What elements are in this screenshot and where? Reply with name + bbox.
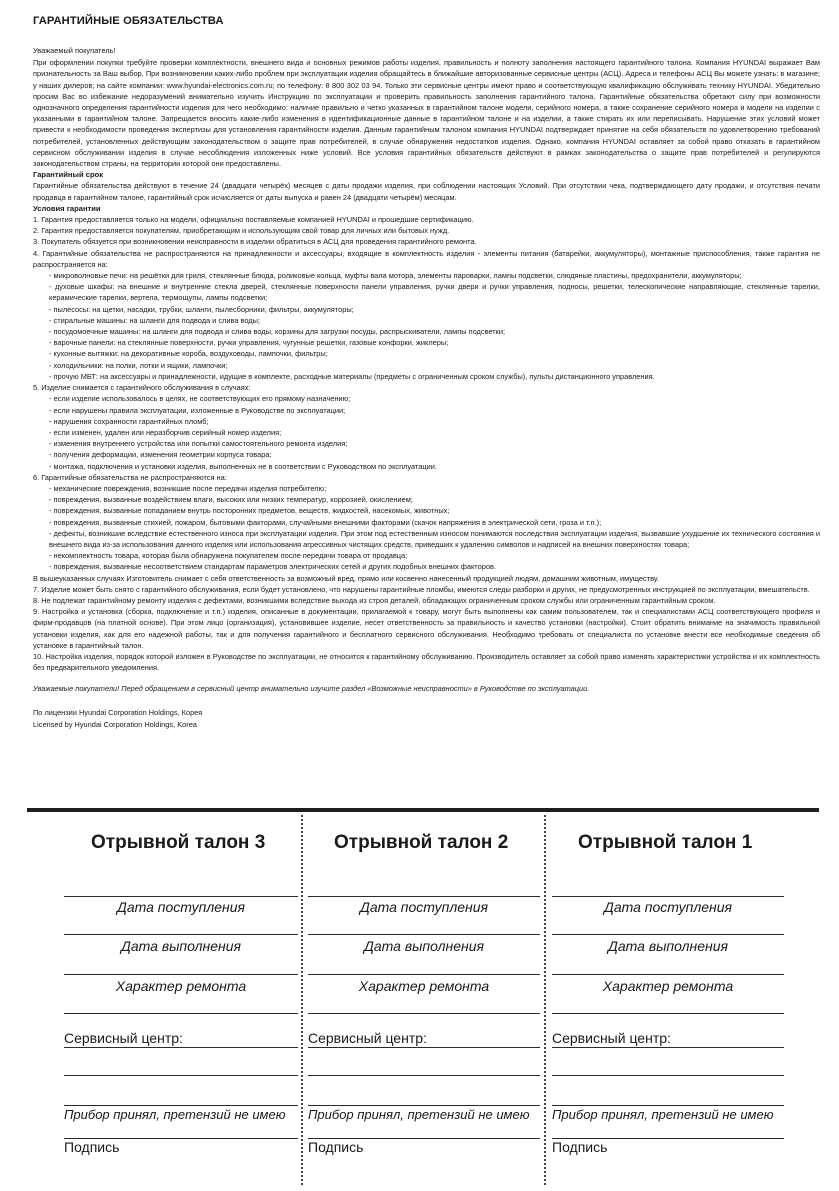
list-item: - духовые шкафы: на внешние и внутренние стекла дверей, стеклянные поверхности панели управления, ручки двери и ручки управления, подносы, решетки, телескопические направляющие, стеклянные тарелки, керамические тарелки, вертела, термощупы, лампы подсветки; — [49, 282, 820, 303]
license-block — [33, 707, 820, 730]
list-item: - микроволновые печи: на решётки для гриля, стеклянные блюда, роликовые кольца, муфты вала мотора, элементы пароварки, лампы подсветки, слюдяные пластины, предохранители, аккумуляторы; — [49, 271, 742, 281]
greeting: Уважаемый покупатель! — [33, 46, 116, 55]
accepted-label: Прибор принял, претензий не имею — [308, 1107, 530, 1122]
field-received-label: Дата поступления — [116, 899, 246, 915]
service-center-label: Сервисный центр: — [308, 1030, 427, 1046]
intro-paragraph: При оформлении покупки требуйте проверки комплектности, внешнего вида и основных режимов работы изделия, правильность и полноту заполнения настоящего гарантийного талона. Компания HYUNDAI выражает Вам признательность за Ваш выбор. При возникновении каких-либо проблем при эксплуатации изделия обращайтесь в ближайшие авторизованные сервисные центры (АСЦ). Адреса и телефоны АСЦ Вы можете узнать: в магазине; у наших дилеров; на сайте компании: www.hyundai-electronics.com.ru; по телефону: 8 800 302 03 94. Только эти сервисные центры имеют право и соответствующую квалификацию обслуживать технику HYUNDAI. Убедительно просим Вас во избежание недоразумений внимательно изучить Инструкцию по эксплуатации и проверить правильность заполнения гарантийного талона. Гарантийные обязательства обретают силу при возможности однозначного определения гарантийности изделия для чего необходимо: наличие правильно и четко указанных в гарантийном талоне модели, серийного номера, а также сохранение серийного номера и модели на изделии с указанными в гарантийном талоне. Запрещается вносить какие-либо изменения в идентификационные данные в гарантийном талоне и на изделии, а также стирать их или переписывать. Нарушение этих условий может привести к необходимости проведения экспертизы для установления гарантийности изделия. Данным гарантийным талоном компания HYUNDAI подтверждает принятие на себя обязательств по удовлетворению требований потребителей, установленных действующим законодательством о защите прав потребителей, в случае обнаружения недостатков изделия. Однако, компания HYUNDAI оставляет за собой право отказать в гарантийном сервисном обслуживании изделия в случае несоблюдения изложенных ниже условий. Все условия гарантийных обязательств действуют в рамках законодательства о защите прав потребителей и регулируются законодательством страны, на территории которой они предоставлены. — [33, 58, 820, 169]
list-item: - повреждения, вызванные воздействием влаги, высоких или низких температур, коррозией, окислением; — [49, 495, 413, 505]
underline — [64, 896, 298, 897]
list-item: - некомплектность товара, которая была обнаружена покупателем после передачи товара от продавца; — [49, 551, 408, 561]
underline — [552, 1105, 784, 1106]
underline — [552, 896, 784, 897]
service-center-field[interactable] — [308, 1047, 540, 1048]
field-received-label: Дата поступления — [359, 899, 489, 915]
customer-note: Уважаемые покупатели! Перед обращением в сервисный центр внимательно изучите раздел «Возможные неисправности» в Руководстве по эксплуатации. — [33, 684, 590, 694]
period-heading: Гарантийный срок — [33, 170, 104, 180]
field-done-label: Дата выполнения — [121, 938, 241, 954]
list-item: - кухонные вытяжки: на декоративные короба, воздуховоды, лампочки, фильтры; — [49, 349, 328, 359]
period-paragraph: Гарантийные обязательства действуют в течение 24 (двадцати четырёх) месяцев с даты продажи изделия, при соблюдении настоящих Условий. При отсутствии чека, подтверждающего дату продажи, и отсутствия печати продавца в гарантийном талоне, гарантийный срок исчисляется от даты выпуска и равен 24 (двадцати четырём) месяцам. — [33, 181, 820, 202]
service-center-field[interactable] — [64, 1047, 298, 1048]
list-item: - посудомоечные машины: на шланги для подвода и слива воды, корзины для загрузки посуды, распрыскиватели, лампы подсветки; — [49, 327, 506, 337]
condition-8: 8. Не подлежат гарантийному ремонту изделия с дефектами, возникшими вследствие выхода из строя деталей, обладающих ограниченным сроком службы или ограниченным гарантийным сроком. — [33, 595, 716, 605]
field-repair-label: Характер ремонта — [602, 978, 734, 994]
list-item: - холодильники: на полки, лотки и ящики, лампочки; — [49, 360, 228, 370]
service-center-field[interactable] — [64, 1075, 298, 1076]
field-repair-label: Характер ремонта — [358, 978, 490, 994]
list-item: - стиральные машины: на шланги для подвода и слива воды; — [49, 315, 260, 325]
list-item: - нарушения сохранности гарантийных пломб; — [49, 416, 209, 426]
underline — [308, 934, 540, 935]
signature-label: Подпись — [552, 1139, 608, 1155]
condition-3: 3. Покупатель обязуется при возникновении неисправности в изделии обратиться в АСЦ для проведения гарантийного ремонта. — [33, 237, 477, 247]
condition-10: 10. Настройка изделия, порядок которой изложен в Руководстве по эксплуатации, не относится к гарантийному обслуживанию. Производитель оставляет за собой право изменять характеристики устройства и их комплектность без предварительного уведомления. — [33, 651, 820, 673]
field-done-label: Дата выполнения — [364, 938, 484, 954]
list-item: - повреждения, вызванные несоответствием стандартам параметров электрических сетей и других подобных внешних факторов. — [49, 562, 496, 572]
list-item: - изменения внутреннего устройства или попытки самостоятельного ремонта изделия; — [49, 439, 348, 449]
underline — [552, 1013, 784, 1014]
service-center-label: Сервисный центр: — [64, 1030, 183, 1046]
list-item: - пылесосы: на щетки, насадки, трубки, шланги, пылесборники, фильтры, аккумуляторы; — [49, 304, 354, 314]
service-center-field[interactable] — [552, 1047, 784, 1048]
warranty-document — [33, 15, 820, 731]
underline — [64, 1013, 298, 1014]
list-item: - дефекты, возникшие вследствие естественного износа при эксплуатации изделия. При этом под естественным износом понимаются последствия эксплуатации изделия, вызвавшие ухудшение их технического состояния и внешнего вида из-за использования данного изделия или использования агрессивных чистящих средств, приведших к удалению символов и надписей на внешних поверхностях товара; — [49, 528, 820, 549]
accepted-label: Прибор принял, претензий не имею — [64, 1107, 286, 1122]
condition-5: 5. Изделие снимается с гарантийного обслуживания в случаях: — [33, 383, 251, 393]
coupon-title: Отрывной талон 1 — [578, 832, 753, 853]
underline — [64, 1105, 298, 1106]
list-item: - повреждения, вызванные попаданием внутрь посторонних предметов, веществ, жидкостей, насекомых, животных; — [49, 506, 450, 516]
coupon-3 — [58, 812, 298, 1191]
condition-7: 7. Изделие может быть снято с гарантийного обслуживания, если будет установлено, что нарушены гарантийные пломбы, имеются следы разборки и других, не предусмотренных инструкцией по эксплуатации, вмешательств. — [33, 584, 810, 594]
service-center-field[interactable] — [308, 1075, 540, 1076]
field-done-label: Дата выполнения — [608, 938, 728, 954]
condition-6: 6. Гарантийные обязательства не распространяются на: — [33, 472, 227, 482]
underline — [308, 1013, 540, 1014]
coupon-title: Отрывной талон 3 — [91, 832, 266, 853]
coupon-1 — [547, 812, 784, 1191]
conditions-heading: Условия гарантии — [33, 203, 101, 213]
condition-2: 2. Гарантия предоставляется покупателям, приобретающим и использующим свой товар для личных или бытовых нужд. — [33, 226, 450, 236]
underline — [308, 1105, 540, 1106]
field-repair-label: Характер ремонта — [115, 978, 247, 994]
list-item: - если нарушены правила эксплуатации, изложенные в Руководстве по эксплуатации; — [49, 405, 346, 415]
list-item: - если изделие использовалось в целях, не соответствующих его прямому назначению; — [49, 394, 351, 404]
list-item: - варочные панели: на стеклянные поверхности, ручки управления, чугунные решетки, газовые конфорки, жиклеры; — [49, 338, 449, 348]
list-item: - повреждения, вызванные стихией, пожаром, бытовыми факторами, случайными внешними факторами (скачок напряжения в электрической сети, гроза и т.п.); — [49, 517, 602, 527]
signature-label: Подпись — [308, 1139, 364, 1155]
list-item: - прочую МБТ: на аксессуары и принадлежности, идущие в комплекте, расходные материалы (предметы с ограниченным сроком службы), пульты дистанционного управления. — [49, 371, 655, 381]
underline — [552, 974, 784, 975]
list-item: - монтажа, подключения и установки изделия, выполненных не в соответствии с Руководством по эксплуатации. — [49, 461, 437, 471]
list-item: - механические повреждения, возникшие после передачи изделия потребителю; — [49, 483, 327, 493]
cut-line[interactable] — [544, 815, 546, 1185]
condition-4: 4. Гарантийные обязательства не распространяются на принадлежности и аксессуары, входящие в комплектность изделия - элементы питания (батарейки, аккумуляторы), монтажные приспособления, также гарантия не распространяется на: — [33, 248, 820, 269]
list-item: - если изменен, удален или неразборчив серийный номер изделия; — [49, 427, 282, 437]
condition-6-note: В вышеуказанных случаях Изготовитель снимает с себя ответственность за возможный вред, прямо или косвенно нанесенный продукцией людям, домашним животным, имуществу. — [33, 573, 659, 583]
underline — [552, 934, 784, 935]
license-en: Licensed by Hyundai Corporation Holdings, Korea — [33, 719, 197, 729]
underline — [64, 974, 298, 975]
service-center-field[interactable] — [552, 1075, 784, 1076]
document-title: ГАРАНТИЙНЫЕ ОБЯЗАТЕЛЬСТВА — [33, 15, 224, 27]
condition-9: 9. Настройка и установка (сборка, подключение и т.п.) изделия, описанные в документации, прилагаемой к товару, могут быть выполнены как самим пользователем, так и специалистами АСЦ соответствующего профиля и фирм-продавцов (на платной основе). При этом лицо (организация), установившее изделие, несет ответственность за правильность и качество установки (настройки). Стоит обратить внимание на значимость правильной установки изделия, как для его надежной работы, так и для получения гарантийного и бесплатного сервисного обслуживания. Необходимо требовать от специалиста по установке внести все необходимые сведения об установке в гарантийный талон. — [33, 607, 820, 650]
list-item: - получения деформации, изменения геометрии корпуса товара; — [49, 450, 272, 460]
underline — [308, 974, 540, 975]
underline — [64, 934, 298, 935]
service-center-label: Сервисный центр: — [552, 1030, 671, 1046]
coupon-title: Отрывной талон 2 — [334, 832, 509, 853]
field-received-label: Дата поступления — [603, 899, 733, 915]
condition-1: 1. Гарантия предоставляется только на модели, официально поставляемые компанией HYUNDAI и прошедшие сертификацию. — [33, 215, 474, 225]
underline — [308, 896, 540, 897]
signature-label: Подпись — [64, 1139, 120, 1155]
coupon-2 — [303, 812, 540, 1191]
accepted-label: Прибор принял, претензий не имею — [552, 1107, 774, 1122]
license-ru: По лицензии Hyundai Corporation Holdings, Корея — [33, 708, 203, 718]
